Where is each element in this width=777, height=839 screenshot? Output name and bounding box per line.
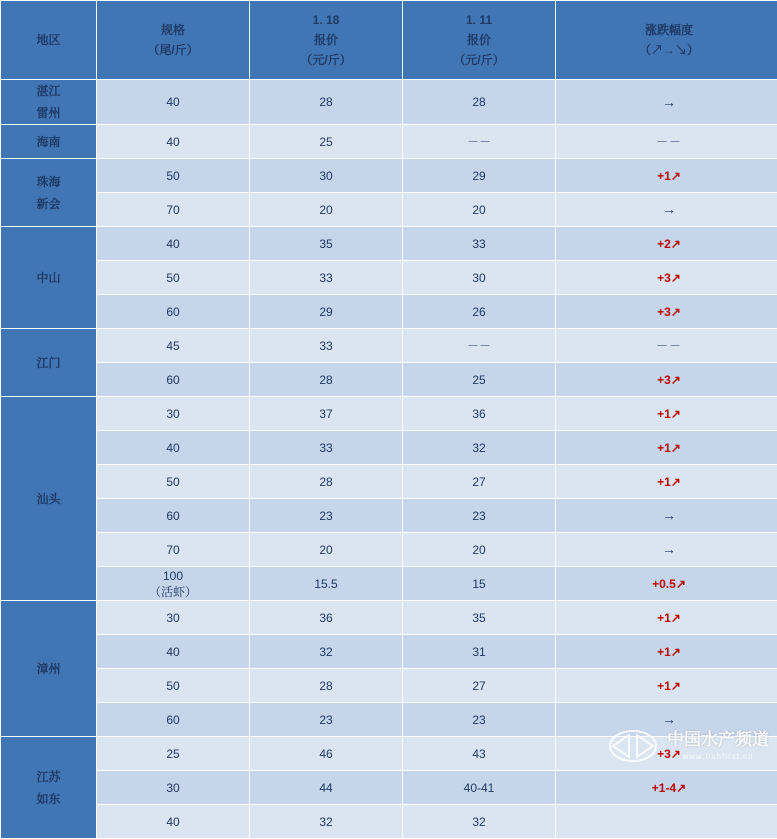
spec-cell — [97, 465, 250, 499]
region-cell — [1, 80, 97, 125]
spec-cell — [97, 227, 250, 261]
spec-cell — [97, 805, 250, 839]
price-0111-cell: 27 — [403, 669, 556, 703]
spec-value: 45 — [97, 338, 249, 354]
change-value: +1↗ — [657, 611, 681, 625]
price-0111-cell: 33 — [403, 227, 556, 261]
region-label: 中山 — [1, 267, 96, 289]
table-row — [1, 80, 777, 125]
price-0118-cell: 37 — [250, 397, 403, 431]
region-label: 雷州 — [1, 102, 96, 124]
change-value: +1↗ — [657, 679, 681, 693]
watermark-url: www.fishfirst.cn — [667, 752, 769, 761]
table-row — [1, 805, 777, 839]
change-value: +3↗ — [657, 373, 681, 387]
spec-value: 40 — [97, 440, 249, 456]
region-cell — [1, 159, 97, 227]
change-cell — [556, 669, 777, 703]
header-line: 报价 — [250, 30, 402, 50]
price-0118-cell: 23 — [250, 499, 403, 533]
spec-cell — [97, 771, 250, 805]
price-0118-cell: 32 — [250, 805, 403, 839]
column-header-spec — [97, 1, 250, 80]
price-0111-cell: 32 — [403, 805, 556, 839]
change-cell — [556, 159, 777, 193]
table-body — [1, 80, 777, 839]
price-0118-cell: 28 — [250, 465, 403, 499]
table-row — [1, 363, 777, 397]
price-0118-cell: 46 — [250, 737, 403, 771]
change-value: +3↗ — [657, 271, 681, 285]
change-cell — [556, 193, 777, 227]
table-row — [1, 295, 777, 329]
spec-value: 60 — [97, 712, 249, 728]
table-header — [1, 1, 777, 80]
region-cell — [1, 329, 97, 397]
region-label: 新会 — [1, 193, 96, 215]
region-label: 漳州 — [1, 658, 96, 680]
change-cell — [556, 363, 777, 397]
table-row — [1, 125, 777, 159]
spec-value: 100 — [97, 568, 249, 584]
change-cell — [556, 703, 777, 737]
table-row — [1, 193, 777, 227]
change-value: → — [662, 507, 676, 523]
spec-value: 70 — [97, 202, 249, 218]
spec-value: 60 — [97, 508, 249, 524]
spec-cell — [97, 669, 250, 703]
spec-cell — [97, 193, 250, 227]
price-0118-cell: 29 — [250, 295, 403, 329]
price-0118-cell: 32 — [250, 635, 403, 669]
change-cell — [556, 465, 777, 499]
change-value: +1↗ — [657, 407, 681, 421]
table-row — [1, 703, 777, 737]
price-0111-cell: 20 — [403, 533, 556, 567]
spec-cell — [97, 703, 250, 737]
change-cell — [556, 533, 777, 567]
column-header-price-0111 — [403, 1, 556, 80]
price-0111-cell: 23 — [403, 499, 556, 533]
change-value: +1↗ — [657, 645, 681, 659]
table-row — [1, 159, 777, 193]
price-0111-cell: 35 — [403, 601, 556, 635]
table-header-row — [1, 1, 777, 80]
header-line: 1. 11 — [403, 10, 555, 30]
region-label: 江苏 — [1, 766, 96, 788]
region-cell — [1, 601, 97, 737]
change-cell — [556, 295, 777, 329]
spec-cell — [97, 431, 250, 465]
change-cell — [556, 499, 777, 533]
table-row — [1, 465, 777, 499]
spec-value: 50 — [97, 678, 249, 694]
region-cell — [1, 227, 97, 329]
spec-value: 25 — [97, 746, 249, 762]
price-0111-cell: 23 — [403, 703, 556, 737]
header-line: 1. 18 — [250, 10, 402, 30]
header-line: 报价 — [403, 30, 555, 50]
spec-cell — [97, 567, 250, 601]
spec-value: 40 — [97, 644, 249, 660]
header-line: （↗→↘） — [556, 40, 777, 60]
header-line: （元/斤） — [250, 50, 402, 70]
spec-value: 40 — [97, 94, 249, 110]
region-label: 如东 — [1, 788, 96, 810]
spec-value: 50 — [97, 474, 249, 490]
region-cell — [1, 737, 97, 839]
change-cell — [556, 771, 777, 805]
table-row — [1, 329, 777, 363]
spec-cell — [97, 533, 250, 567]
region-label: 江门 — [1, 352, 96, 374]
table-row — [1, 669, 777, 703]
change-cell — [556, 80, 777, 125]
change-cell — [556, 635, 777, 669]
spec-value: 40 — [97, 814, 249, 830]
price-0118-cell: 28 — [250, 363, 403, 397]
spec-value: 60 — [97, 304, 249, 320]
spec-value: 60 — [97, 372, 249, 388]
price-0111-cell: 20 — [403, 193, 556, 227]
price-0111-cell: 25 — [403, 363, 556, 397]
price-0111-cell: －－ — [403, 329, 556, 363]
price-0111-cell: 36 — [403, 397, 556, 431]
price-0118-cell: 28 — [250, 80, 403, 125]
region-cell — [1, 125, 97, 159]
spec-value: （活虾） — [97, 584, 249, 600]
spec-cell — [97, 329, 250, 363]
header-line: （元/斤） — [403, 50, 555, 70]
price-0118-cell: 35 — [250, 227, 403, 261]
change-cell — [556, 431, 777, 465]
table-row — [1, 601, 777, 635]
region-label: 海南 — [1, 131, 96, 153]
table-row — [1, 227, 777, 261]
spec-cell — [97, 159, 250, 193]
change-cell — [556, 329, 777, 363]
change-cell — [556, 227, 777, 261]
region-label: 珠海 — [1, 171, 96, 193]
spec-cell — [97, 397, 250, 431]
table-row — [1, 771, 777, 805]
spec-value: 50 — [97, 270, 249, 286]
price-0118-cell: 28 — [250, 669, 403, 703]
table-row — [1, 635, 777, 669]
price-0118-cell: 44 — [250, 771, 403, 805]
change-value: +1↗ — [657, 169, 681, 183]
spec-cell — [97, 261, 250, 295]
table-row — [1, 397, 777, 431]
change-value: → — [662, 94, 676, 110]
spec-cell — [97, 125, 250, 159]
change-cell — [556, 397, 777, 431]
price-0111-cell: 30 — [403, 261, 556, 295]
change-value: → — [662, 711, 676, 727]
change-cell — [556, 601, 777, 635]
price-0118-cell: 30 — [250, 159, 403, 193]
header-line: （尾/斤） — [97, 40, 249, 60]
header-line: 涨跌幅度 — [556, 20, 777, 40]
change-value: +3↗ — [657, 747, 681, 761]
table-row — [1, 431, 777, 465]
change-value: → — [662, 201, 676, 217]
price-0118-cell: 15.5 — [250, 567, 403, 601]
spec-cell — [97, 635, 250, 669]
price-0118-cell: 33 — [250, 329, 403, 363]
spec-value: 30 — [97, 406, 249, 422]
column-header-change — [556, 1, 777, 80]
change-value: +1↗ — [657, 475, 681, 489]
change-value: +3↗ — [657, 305, 681, 319]
spec-cell — [97, 80, 250, 125]
price-0118-cell: 33 — [250, 261, 403, 295]
change-value: +2↗ — [657, 237, 681, 251]
change-cell — [556, 125, 777, 159]
change-value: +1-4↗ — [652, 781, 686, 795]
spec-cell — [97, 499, 250, 533]
spec-value: 30 — [97, 780, 249, 796]
spec-value: 50 — [97, 168, 249, 184]
change-cell — [556, 261, 777, 295]
spec-cell — [97, 295, 250, 329]
price-0111-cell: 26 — [403, 295, 556, 329]
table-row — [1, 261, 777, 295]
column-header-region — [1, 1, 97, 80]
spec-value: 30 — [97, 610, 249, 626]
table-row — [1, 533, 777, 567]
table-row — [1, 737, 777, 771]
price-0111-cell: 28 — [403, 80, 556, 125]
spec-cell — [97, 363, 250, 397]
price-0111-cell: 43 — [403, 737, 556, 771]
price-0118-cell: 23 — [250, 703, 403, 737]
price-0111-cell: 15 — [403, 567, 556, 601]
header-line: 地区 — [1, 30, 96, 50]
region-label: 汕头 — [1, 488, 96, 510]
spec-value: 40 — [97, 236, 249, 252]
region-cell — [1, 397, 97, 601]
price-0111-cell: 32 — [403, 431, 556, 465]
change-cell — [556, 805, 777, 839]
change-value: +0.5↗ — [652, 577, 686, 591]
change-value: → — [662, 541, 676, 557]
price-0111-cell: 27 — [403, 465, 556, 499]
change-cell — [556, 737, 777, 771]
region-label: 湛江 — [1, 80, 96, 102]
price-0118-cell: 36 — [250, 601, 403, 635]
table-row — [1, 499, 777, 533]
spec-value: 40 — [97, 134, 249, 150]
price-0111-cell: 31 — [403, 635, 556, 669]
column-header-price-0118 — [250, 1, 403, 80]
price-0118-cell: 20 — [250, 193, 403, 227]
watermark-text: 中国水产频道 — [667, 730, 769, 749]
header-line: 规格 — [97, 20, 249, 40]
price-0118-cell: 20 — [250, 533, 403, 567]
price-0111-cell: 29 — [403, 159, 556, 193]
change-value: +1↗ — [657, 441, 681, 455]
spec-cell — [97, 737, 250, 771]
change-cell — [556, 567, 777, 601]
price-0111-cell: －－ — [403, 125, 556, 159]
change-value: －－ — [656, 339, 682, 353]
table-row — [1, 567, 777, 601]
price-0111-cell: 40-41 — [403, 771, 556, 805]
price-0118-cell: 25 — [250, 125, 403, 159]
spec-value: 70 — [97, 542, 249, 558]
price-0118-cell: 33 — [250, 431, 403, 465]
change-value: －－ — [656, 135, 682, 149]
spec-cell — [97, 601, 250, 635]
